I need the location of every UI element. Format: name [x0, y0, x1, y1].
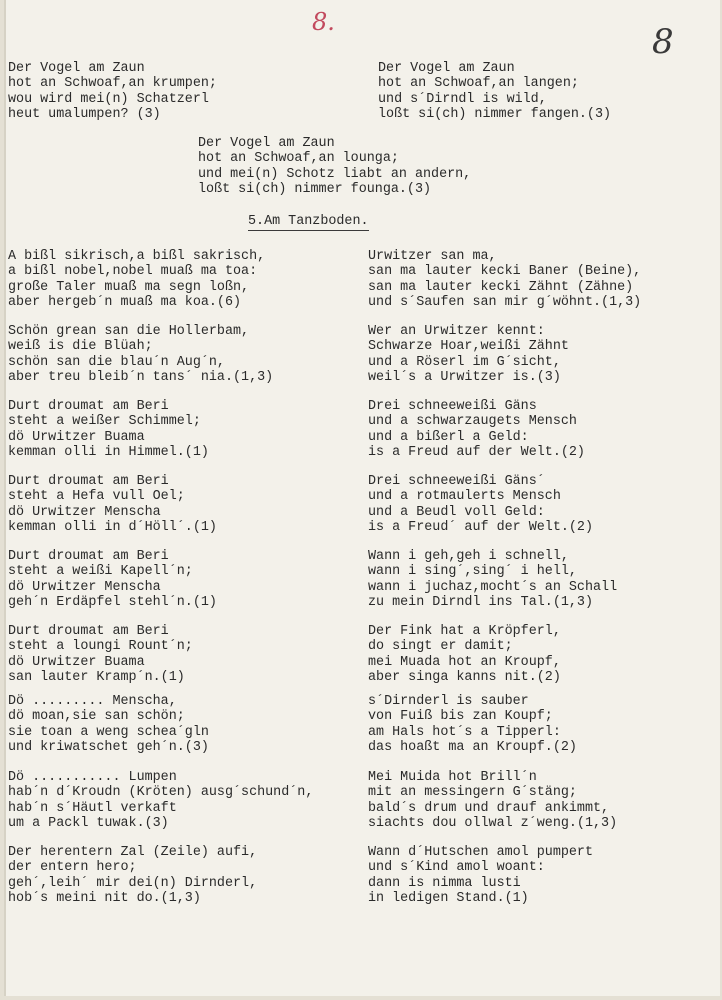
- stanza: [368, 624, 561, 685]
- stanza: [8, 399, 209, 460]
- verse-line: hob´s meini nit do.(1,3): [8, 890, 201, 906]
- verse-line: weiß is die Blüah;: [8, 339, 153, 355]
- stanza: [8, 61, 217, 122]
- verse-line: bald´s drum und drauf ankimmt,: [368, 800, 610, 816]
- section-heading: 5.Am Tanzboden.: [248, 214, 369, 231]
- verse-line: loßt si(ch) nimmer founga.(3): [198, 181, 432, 197]
- verse-line: schön san die blau´n Aug´n,: [8, 354, 225, 370]
- stanza: [8, 324, 273, 385]
- verse-line: große Taler muaß ma segn loßn,: [8, 279, 250, 295]
- verse-line: hab´n d´Kroudn (Kröten) ausg´schund´n,: [8, 785, 314, 801]
- verse-line: dö moan,sie san schön;: [8, 709, 185, 725]
- verse-line: Der herentern Zal (Zeile) aufi,: [8, 845, 258, 860]
- verse-line: dö Urwitzer Menscha: [8, 504, 161, 520]
- verse-line: geh´n Erdäpfel stehl´n.(1): [8, 594, 217, 610]
- verse-line: und kriwatschet geh´n.(3): [8, 739, 209, 755]
- verse-line: san lauter Kramp´n.(1): [8, 669, 185, 685]
- verse-line: Drei schneeweißi Gäns´: [368, 474, 545, 489]
- stanza: [368, 549, 617, 610]
- stanza: [8, 249, 265, 310]
- verse-line: Durt droumat am Beri: [8, 399, 169, 414]
- verse-line: wou wird mei(n) Schatzerl: [8, 91, 209, 107]
- verse-line: Durt droumat am Beri: [8, 624, 169, 639]
- verse-line: und s´Saufen san mir g´wöhnt.(1,3): [368, 294, 642, 310]
- verse-line: hot an Schwoaf,an lounga;: [198, 151, 399, 167]
- stanza: [8, 474, 217, 535]
- verse-line: sie toan a weng schea´gln: [8, 724, 209, 740]
- stanza: [368, 694, 577, 755]
- stanza: [8, 549, 217, 610]
- verse-line: san ma lauter kecki Zähnt (Zähne): [368, 279, 634, 295]
- stanza: [368, 249, 641, 310]
- verse-line: Durt droumat am Beri: [8, 474, 169, 489]
- verse-line: aber singa kanns nit.(2): [368, 669, 561, 685]
- verse-line: dö Urwitzer Buama: [8, 654, 145, 670]
- verse-line: dann is nimma lusti: [368, 875, 521, 891]
- stanza: [8, 770, 313, 831]
- verse-line: steht a Hefa vull Oel;: [8, 489, 185, 505]
- stanza: [368, 399, 585, 460]
- verse-line: und a Beudl voll Geld:: [368, 504, 545, 520]
- verse-line: Der Vogel am Zaun: [198, 136, 335, 151]
- verse-line: der entern hero;: [8, 860, 137, 876]
- verse-line: mei Muada hot an Kroupf,: [368, 654, 561, 670]
- verse-line: hot an Schwoaf,an langen;: [378, 76, 579, 92]
- verse-line: Dö ......... Menscha,: [8, 694, 177, 709]
- verse-line: is a Freud auf der Welt.(2): [368, 444, 585, 460]
- verse-line: am Hals hot´s a Tipperl:: [368, 724, 561, 740]
- verse-line: siachts dou ollwal z´weng.(1,3): [368, 815, 618, 831]
- verse-line: dö Urwitzer Menscha: [8, 579, 161, 595]
- verse-line: und mei(n) Schotz liabt an andern,: [198, 166, 472, 182]
- verse-line: und s´Kind amol woant:: [368, 860, 545, 876]
- verse-line: und s´Dirndl is wild,: [378, 91, 547, 107]
- verse-line: aber hergeb´n muaß ma koa.(6): [8, 294, 242, 310]
- stanza: [368, 474, 593, 535]
- typewritten-page: [4, 0, 720, 996]
- verse-line: a bißl nobel,nobel muaß ma toa:: [8, 264, 258, 280]
- verse-line: Der Vogel am Zaun: [378, 61, 515, 76]
- verse-line: Wer an Urwitzer kennt:: [368, 324, 545, 339]
- stanza: [8, 694, 209, 755]
- verse-line: steht a weißi Kapell´n;: [8, 564, 193, 580]
- verse-line: und a bißerl a Geld:: [368, 429, 529, 445]
- verse-line: das hoaßt ma an Kroupf.(2): [368, 739, 577, 755]
- verse-line: heut umalumpen? (3): [8, 106, 161, 122]
- stanza: [368, 845, 593, 906]
- verse-line: Wann d´Hutschen amol pumpert: [368, 845, 593, 860]
- stanza: [8, 624, 193, 685]
- verse-line: wann i sing´,sing´ i hell,: [368, 564, 577, 580]
- verse-line: Der Vogel am Zaun: [8, 61, 145, 76]
- verse-line: san ma lauter kecki Baner (Beine),: [368, 264, 642, 280]
- verse-line: Schwarze Hoar,weißi Zähnt: [368, 339, 569, 355]
- verse-line: Urwitzer san ma,: [368, 249, 497, 264]
- red-pencil-page-mark: 8.: [312, 8, 335, 36]
- verse-line: und a schwarzaugets Mensch: [368, 414, 577, 430]
- verse-line: kemman olli in Himmel.(1): [8, 444, 209, 460]
- stanza: [8, 845, 257, 906]
- verse-line: hot an Schwoaf,an krumpen;: [8, 76, 217, 92]
- stanza: [368, 770, 617, 831]
- verse-line: zu mein Dirndl ins Tal.(1,3): [368, 594, 593, 610]
- stanza: [368, 324, 569, 385]
- verse-line: A bißl sikrisch,a bißl sakrisch,: [8, 249, 266, 264]
- verse-line: is a Freud´ auf der Welt.(2): [368, 519, 593, 535]
- verse-line: hab´n s´Häutl verkaft: [8, 800, 177, 816]
- verse-line: steht a loungi Rount´n;: [8, 639, 193, 655]
- verse-line: mit an messingern G´stäng;: [368, 785, 577, 801]
- verse-line: aber treu bleib´n tans´ nia.(1,3): [8, 369, 274, 385]
- stanza: [378, 61, 611, 122]
- verse-line: Mei Muida hot Brill´n: [368, 770, 537, 785]
- verse-line: Schön grean san die Hollerbam,: [8, 324, 250, 339]
- verse-line: steht a weißer Schimmel;: [8, 414, 201, 430]
- verse-line: um a Packl tuwak.(3): [8, 815, 169, 831]
- verse-line: und a Röserl im G´sicht,: [368, 354, 561, 370]
- verse-line: geh´,leih´ mir dei(n) Dirnderl,: [8, 875, 258, 891]
- verse-line: Der Fink hat a Kröpferl,: [368, 624, 561, 639]
- stanza: [198, 136, 471, 197]
- verse-line: wann i juchaz,mocht´s an Schall: [368, 579, 618, 595]
- handwritten-page-number: 8: [652, 22, 674, 62]
- verse-line: Durt droumat am Beri: [8, 549, 169, 564]
- verse-line: kemman olli in d´Höll´.(1): [8, 519, 217, 535]
- verse-line: Dö ........... Lumpen: [8, 770, 177, 785]
- verse-line: und a rotmaulerts Mensch: [368, 489, 561, 505]
- verse-line: do singt er damit;: [368, 639, 513, 655]
- verse-line: dö Urwitzer Buama: [8, 429, 145, 445]
- verse-line: von Fuiß bis zan Koupf;: [368, 709, 553, 725]
- verse-line: Drei schneeweißi Gäns: [368, 399, 537, 414]
- verse-line: in ledigen Stand.(1): [368, 890, 529, 906]
- verse-line: s´Dirnderl is sauber: [368, 694, 529, 709]
- verse-line: Wann i geh,geh i schnell,: [368, 549, 569, 564]
- verse-line: loßt si(ch) nimmer fangen.(3): [378, 106, 612, 122]
- verse-line: weil´s a Urwitzer is.(3): [368, 369, 561, 385]
